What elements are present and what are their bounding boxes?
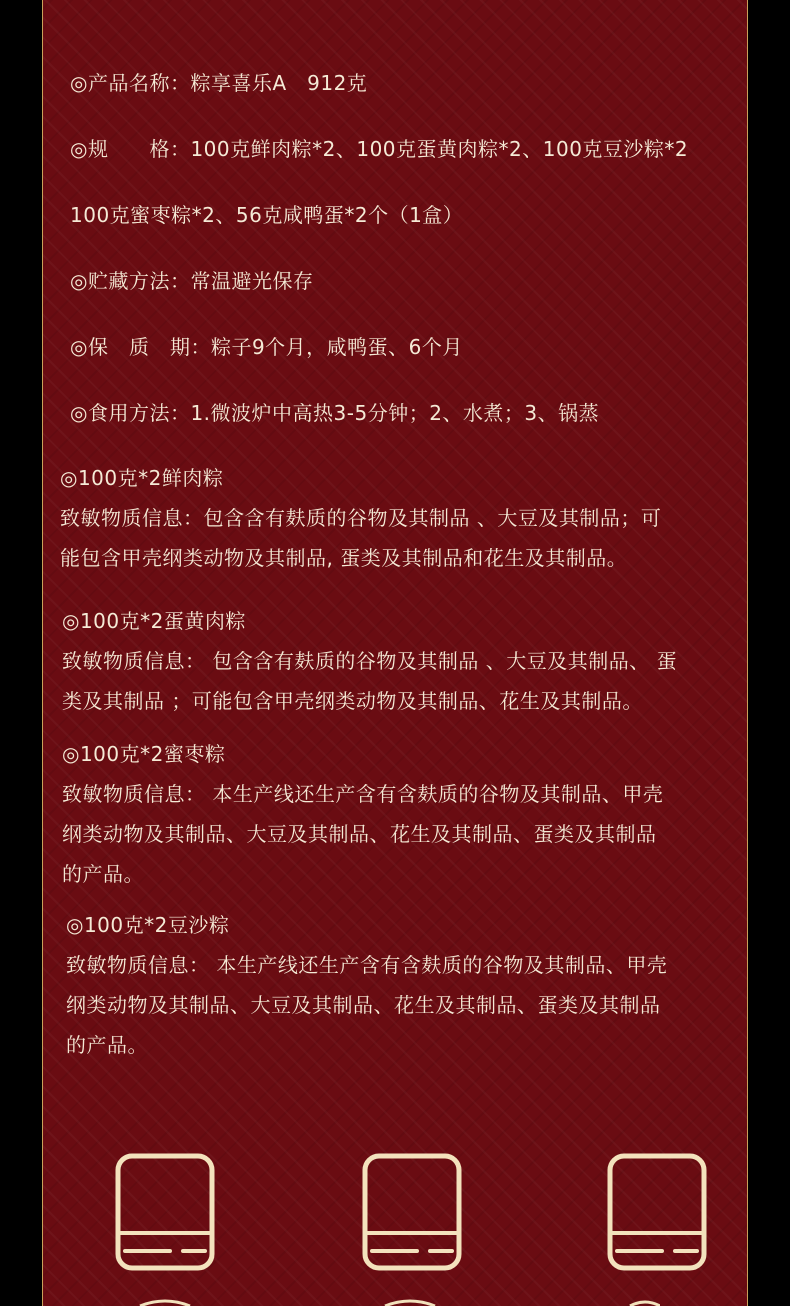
allergen-title-fresh-meat: ◎100克*2鲜肉粽 — [60, 466, 224, 490]
allergen-text: 致敏物质信息：包含含有麸质的谷物及其制品 、大豆及其制品；可 — [60, 506, 662, 530]
allergen-title-bean-paste: ◎100克*2豆沙粽 — [66, 913, 230, 937]
allergen-text: 纲类动物及其制品、大豆及其制品、花生及其制品、蛋类及其制品 — [66, 993, 661, 1017]
allergen-text: 的产品。 — [62, 862, 144, 886]
allergen-title-egg-yolk-meat: ◎100克*2蛋黄肉粽 — [62, 609, 246, 633]
allergen-text: 致敏物质信息： 本生产线还生产含有含麸质的谷物及其制品、甲壳 — [66, 953, 668, 977]
allergen-text: 纲类动物及其制品、大豆及其制品、花生及其制品、蛋类及其制品 — [62, 822, 657, 846]
storage-box-icon — [607, 1153, 707, 1273]
product-spec-line1: ◎规 格：100克鲜肉粽*2、100克蛋黄肉粽*2、100克豆沙粽*2 — [70, 137, 689, 161]
storage-box-icon — [115, 1153, 215, 1273]
allergen-title-candied-date: ◎100克*2蜜枣粽 — [62, 742, 226, 766]
allergen-text: 致敏物质信息： 包含含有麸质的谷物及其制品 、大豆及其制品、 蛋 — [62, 649, 678, 673]
decorative-arcs — [130, 1296, 660, 1306]
allergen-text: 致敏物质信息： 本生产线还生产含有含麸质的谷物及其制品、甲壳 — [62, 782, 664, 806]
shelf-life: ◎保 质 期：粽子9个月，咸鸭蛋、6个月 — [70, 335, 463, 359]
allergen-text: 类及其制品 ；可能包含甲壳纲类动物及其制品、花生及其制品。 — [62, 689, 643, 713]
product-name: ◎产品名称：粽享喜乐A 912克 — [70, 71, 368, 95]
allergen-text: 能包含甲壳纲类动物及其制品, 蛋类及其制品和花生及其制品。 — [60, 546, 628, 570]
storage-method: ◎贮藏方法：常温避光保存 — [70, 269, 314, 293]
usage-method: ◎食用方法：1.微波炉中高热3-5分钟；2、水煮；3、锅蒸 — [70, 401, 600, 425]
storage-box-icon — [362, 1153, 462, 1273]
product-spec-line2: 100克蜜枣粽*2、56克咸鸭蛋*2个（1盒） — [70, 203, 464, 227]
allergen-text: 的产品。 — [66, 1033, 148, 1057]
